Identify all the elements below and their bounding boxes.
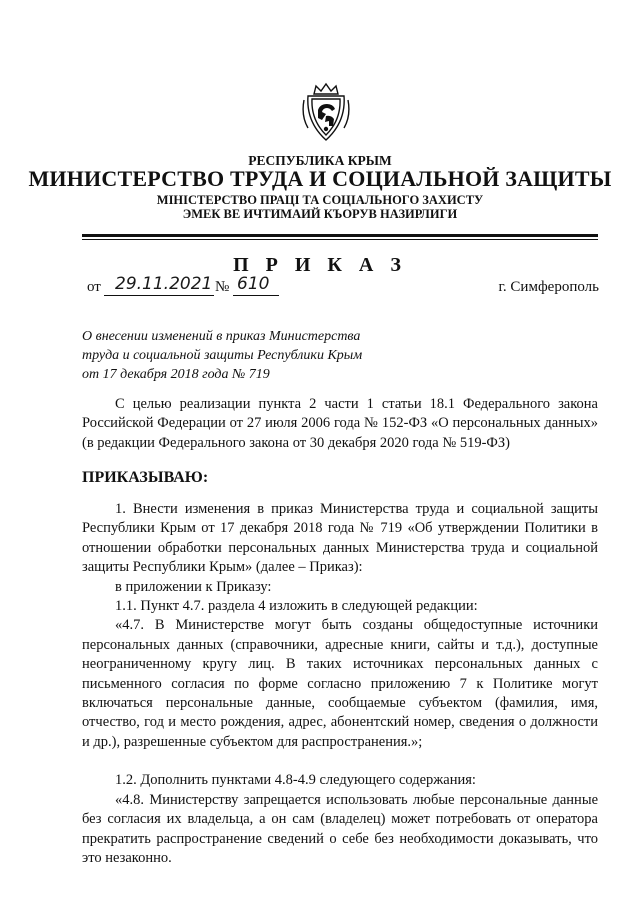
body-paragraph: «4.8. Министерству запрещается использовать любые персональные данные без согласия их владельца, а он сам (владелец) может потребовать от оператора прекратить распространение сведений о себе без необходимости доказывать, что это незаконно.	[82, 791, 598, 866]
number-underline	[233, 295, 279, 296]
number-label: №	[215, 279, 230, 295]
order-body	[82, 500, 598, 868]
date-handwritten: 29.11.2021	[115, 274, 213, 294]
body-paragraph: 1.2. Дополнить пунктами 4.8-4.9 следующего содержания:	[115, 772, 476, 789]
republic-heading: РЕСПУБЛИКА КРЫМ	[248, 153, 392, 168]
subject-line: от 17 декабря 2018 года № 719	[82, 367, 270, 382]
date-underline	[104, 295, 214, 296]
city-label: г. Симферополь	[498, 279, 599, 295]
body-paragraph: 1.1. Пункт 4.7. раздела 4 изложить в следующей редакции:	[115, 598, 478, 615]
ministry-heading-crh: ЭМЕК ВЕ ИЧТИМАИЙ КЪОРУВ НАЗИРЛИГИ	[182, 207, 458, 221]
subject-block	[82, 327, 422, 384]
subject-line: труда и социальной защиты Республики Крым	[82, 348, 363, 363]
document-title: П Р И К А З	[233, 254, 407, 276]
coat-of-arms-icon	[300, 82, 352, 144]
header-rule-thick	[82, 234, 598, 237]
preamble-paragraph: С целью реализации пункта 2 части 1 статьи 18.1 Федерального закона Российской Федерации от 27 июля 2006 года № 152-ФЗ «О персональных данных» (в редакции Федерального закона от 30 декабря 2020 года № 519-ФЗ)	[82, 396, 598, 451]
number-handwritten: 610	[237, 274, 270, 294]
header-rule-thin	[82, 239, 598, 240]
body-paragraph: 1. Внести изменения в приказ Министерства труда и социальной защиты Республики Крым от 17 декабря 2018 года № 719 «Об утверждении Политики в отношении обработки персональных данных Министерства труда и социальной защиты Республики Крым» (далее – Приказ):	[82, 501, 598, 576]
ministry-heading-uk: МІНІСТЕРСТВО ПРАЦІ ТА СОЦІАЛЬНОГО ЗАХИСТУ	[156, 193, 484, 207]
order-heading: ПРИКАЗЫВАЮ:	[82, 469, 209, 486]
document-meta	[87, 276, 599, 298]
subject-line: О внесении изменений в приказ Министерства	[82, 329, 361, 344]
body-paragraph: в приложении к Приказу:	[115, 578, 272, 595]
ministry-heading-ru: МИНИСТЕРСТВО ТРУДА И СОЦИАЛЬНОЙ ЗАЩИТЫ	[28, 166, 612, 191]
date-label: от	[87, 279, 101, 295]
body-paragraph: «4.7. В Министерстве могут быть созданы общедоступные источники персональных данных (справочники, адресные книги, сайты и т.д.), доступные неограниченному кругу лиц. В таких источниках персональных данных с письменного согласия по форме согласно приложению 7 к Политике могут включаться персональные данные, сообщаемые субъектом (фамилия, имя, отчество, год и место рождения, адрес, абонентский номер, сведения о должности и др.), разрешенные субъектом для распространения.»;	[82, 617, 598, 750]
